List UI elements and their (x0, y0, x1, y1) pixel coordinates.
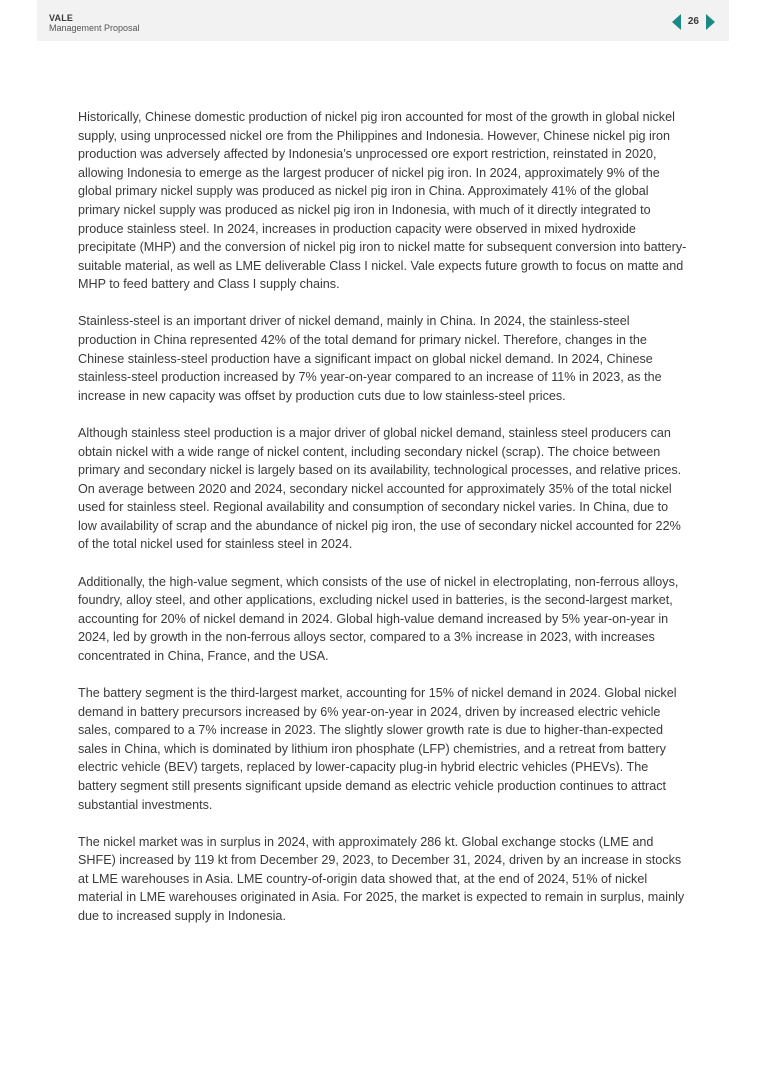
next-page-icon[interactable] (706, 14, 715, 30)
paragraph-market-surplus: The nickel market was in surplus in 2024, with approximately 286 kt. Global exchange stocks (LME and SHFE) increased by 119 kt from December 29, 2023, to December 31, 2024, driven by an increase in stocks at LME warehouses in Asia. LME country-of-origin data showed that, at the end of 2024, 51% of nickel material in LME warehouses originated in Asia. For 2025, the market is expected to remain in surplus, mainly due to increased supply in Indonesia. (78, 834, 685, 924)
document-title: Management Proposal (49, 23, 140, 33)
body-text (78, 108, 690, 944)
paragraph-high-value-segment: Additionally, the high-value segment, which consists of the use of nickel in electroplating, non-ferrous alloys, foundry, alloy steel, and other applications, excluding nickel used in batteries, is the second-largest market, accounting for 20% of nickel demand in 2024. Global high-value demand increased by 5% year-on-year in 2024, led by growth in the non-ferrous alloys sector, compared to a 3% increase in 2023, with increases concentrated in China, France, and the USA. (78, 574, 679, 663)
brand-name: VALE (49, 13, 74, 23)
paragraph-secondary-nickel: Although stainless steel production is a major driver of global nickel demand, stainless steel producers can obtain nickel with a wide range of nickel content, including secondary nickel (scrap). The choice between primary and secondary nickel is largely based on its availability, technological processes, and relative prices. On average between 2020 and 2024, secondary nickel accounted for approximately 35% of the total nickel used for stainless steel. Regional availability and consumption of secondary nickel varies. In China, due to low availability of scrap and the abundance of nickel pig iron, the use of secondary nickel accounted for 22% of the total nickel used for stainless steel in 2024. (78, 425, 682, 552)
previous-page-icon[interactable] (672, 14, 681, 30)
page-navigation (672, 14, 715, 30)
paragraph-battery-segment: The battery segment is the third-largest market, accounting for 15% of nickel demand in 2024. Global nickel demand in battery precursors increased by 6% year-on-year in 2024, driven by increased electric vehicle sales, compared to a 7% increase in 2023. The slightly slower growth rate is due to higher-than-expected sales in China, which is dominated by lithium iron phosphate (LFP) chemistries, and a retreat from battery electric vehicle (BEV) targets, replaced by lower-capacity plug-in hybrid electric vehicles (PHEVs). The battery segment still presents significant upside demand as electric vehicle production continues to attract substantial investments. (78, 686, 677, 812)
paragraph-stainless-steel-demand: Stainless-steel is an important driver of nickel demand, mainly in China. In 2024, the stainless-steel production in China represented 42% of the total demand for primary nickel. Therefore, changes in the Chinese stainless-steel production have a significant impact on global nickel demand. In 2024, Chinese stainless-steel production increased by 7% year-on-year compared to an increase of 11% in 2023, as the increase in new capacity was offset by production cuts due to low stainless-steel prices. (78, 314, 662, 403)
page-header (37, 0, 729, 41)
paragraph-nickel-pig-iron: Historically, Chinese domestic production of nickel pig iron accounted for most of the growth in global nickel supply, using unprocessed nickel ore from the Philippines and Indonesia. However, Chinese nickel pig iron production was adversely affected by Indonesia’s unprocessed ore export restriction, reinstated in 2020, allowing Indonesia to emerge as the largest producer of nickel pig iron. In 2024, approximately 9% of the global primary nickel supply was produced as nickel pig iron in China. Approximately 41% of the global primary nickel supply was produced as nickel pig iron in Indonesia, with much of it directly integrated to produce stainless steel. In 2024, increases in production capacity were observed in mixed hydroxide precipitate (MHP) and the conversion of nickel pig iron to nickel matte for subsequent conversion into battery-suitable material, as well as LME deliverable Class I nickel. Vale expects future growth to focus on matte and MHP to feed battery and Class I supply chains. (78, 110, 687, 292)
page-number: 26 (687, 16, 699, 27)
